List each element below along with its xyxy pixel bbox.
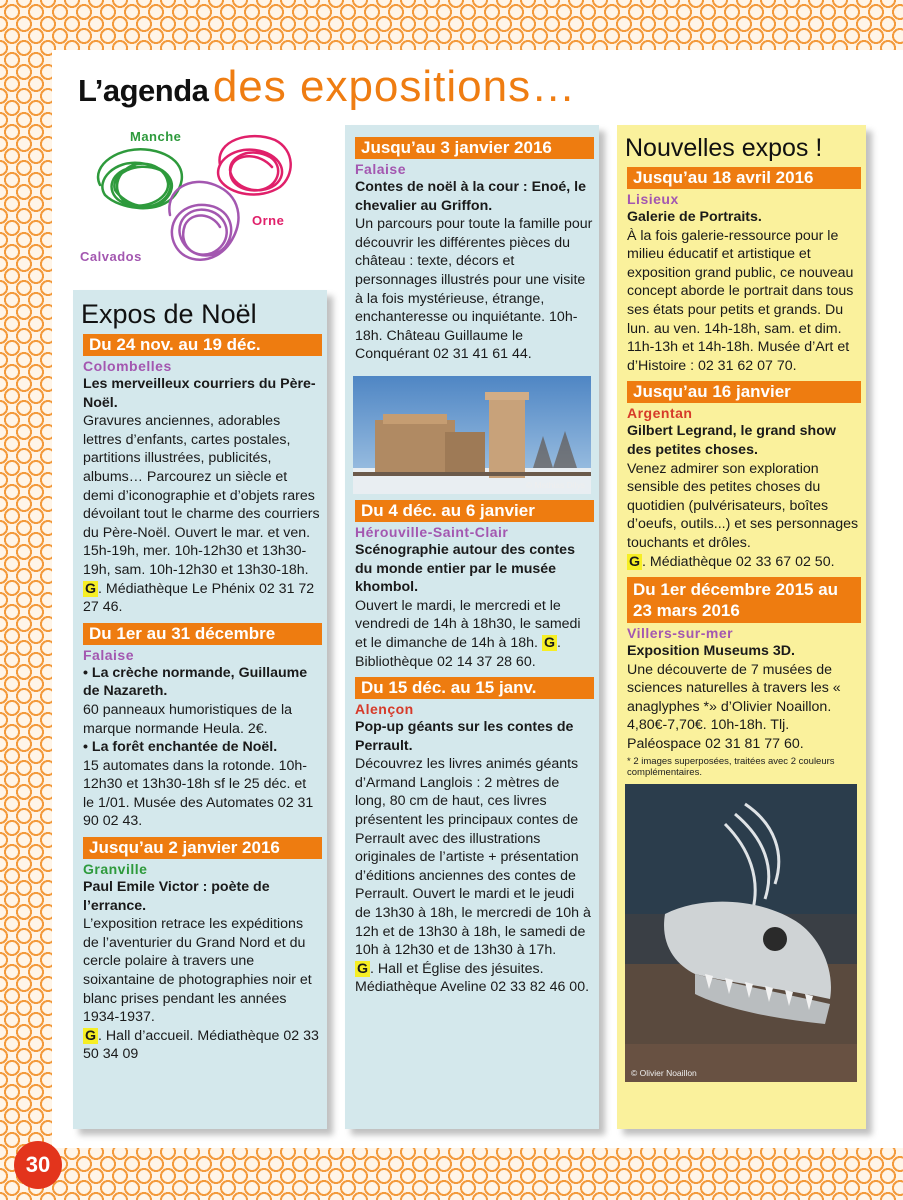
event-title: Paul Emile Victor : poète de l’errance.: [83, 879, 270, 914]
event-text: Un parcours pour toute la famille pour découvrir les différentes pièces du château : texte, décors et personnages illustrés pour une visite à la fois mystérieuse, étrange, enchanteresse ou inquiétante. 10h-18h. Château Guillaume le Conquérant 02 31 41 61 44.: [355, 216, 593, 363]
city-name: Falaise: [83, 646, 134, 663]
event-body: [73, 664, 327, 837]
event-body: [345, 178, 599, 370]
dinosaur-image: [625, 784, 857, 1082]
orne-label: Orne: [252, 213, 285, 228]
event-text: À la fois galerie-ressource pour le milieu éducatif et artistique et exposition grand public, ce nouveau concept aborde le portrait dans tous ses états pour petits et grands. Du lun. au ven. 14h-18h, sam. et dim. 11h-13h et 14h-18h. Musée d’Art et d’Histoire : 02 31 62 07 70.: [627, 227, 854, 374]
event-body: [617, 642, 866, 756]
event-body: [73, 375, 327, 623]
free-badge: G: [543, 634, 555, 651]
column-heading: Expos de Noël: [81, 299, 257, 329]
event: [345, 500, 599, 677]
event-venue: . Médiathèque 02 33 67 02 50.: [642, 553, 835, 570]
orne-scribble: [218, 136, 291, 194]
event-title: Scénographie autour des contes du monde entier par le musée khombol.: [355, 541, 575, 596]
event-venue: . Bibliothèque 02 14 37 28 60.: [355, 634, 561, 670]
free-badge: G: [85, 580, 97, 597]
event: [617, 167, 866, 381]
event: [345, 677, 599, 1003]
event-venue: . Hall d’accueil. Médiathèque 02 33 50 34 09: [83, 1027, 319, 1063]
city-name: Argentan: [627, 405, 693, 422]
event: [73, 837, 327, 1070]
event-body: [345, 541, 599, 677]
date-bar: Du 1er décembre 2015 au 23 mars 2016: [627, 577, 861, 623]
column-heading: Nouvelles expos !: [625, 134, 823, 162]
event-title: Gilbert Legrand, le grand show des petites choses.: [627, 423, 836, 458]
page-number: 30: [14, 1141, 62, 1189]
event-text: Gravures anciennes, adorables lettres d’enfants, cartes postales, partitions illustrées, publicités, albums… Parcourez un siècle et demi d’iconographie et d’objets rares dévoilant tout le charme des courriers du Père-Noël. Ouvert le mar. et ven. 15h-19h, mer. 10h-12h30 et 13h30-19h, sam. 10h-12h30 et 13h30-18h.: [83, 413, 320, 578]
column-new: [617, 125, 866, 1129]
event-text: Découvrez les livres animés géants d’Armand Langlois : 2 mètres de long, 80 cm de haut, ces livres présentent les principaux contes de Perrault avec des illustrations originales de l’artiste + présentation d’éditions anciennes des contes de Perrault. Ouvert le mardi et le jeudi de 13h30 à 18h, le mercredi de 10h à 12h et de 13h30 à 18h, le samedi de 10h à 12h30 et de 13h30 à 17h.: [355, 756, 591, 959]
city-name: Hérouville-Saint-Clair: [355, 523, 509, 540]
event: [73, 334, 327, 623]
manche-label: Manche: [130, 129, 182, 144]
title-part1: L’agenda: [78, 73, 209, 108]
photo-credit: © Mathias Dilys: [525, 479, 585, 490]
event-title: Pop-up géants sur les contes de Perrault.: [355, 719, 574, 754]
event-title: Contes de noël à la cour : Enoé, le chevalier au Griffon.: [355, 179, 586, 214]
city-name: Lisieux: [627, 191, 679, 207]
manche-scribble: [98, 149, 182, 208]
photo-credit: © Olivier Noaillon: [631, 1067, 697, 1078]
event-text: Ouvert le mardi, le mercredi et le vendredi de 14h à 18h30, le samedi et le dimanche de 14h à 18h.: [355, 597, 581, 651]
event-text: 15 automates dans la rotonde. 10h-12h30 et 13h30-18h sf le 25 déc. et le 1/01. Musée des Automates 02 31 90 02 43.: [83, 757, 314, 830]
event: [73, 623, 327, 837]
date-bar: Jusqu’au 3 janvier 2016: [355, 137, 594, 159]
calvados-label: Calvados: [80, 249, 142, 264]
date-bar: Jusqu’au 2 janvier 2016: [83, 837, 322, 859]
date-bar: Du 1er au 31 décembre: [83, 623, 322, 645]
event: [617, 381, 866, 577]
event-title: Exposition Museums 3D.: [627, 643, 795, 660]
event: [617, 577, 866, 1082]
free-badge: G: [629, 553, 641, 570]
event-title: • La forêt enchantée de Noël.: [83, 739, 278, 756]
event-body: [345, 718, 599, 1003]
city-name: Villers-sur-mer: [627, 625, 734, 642]
date-bar: Du 4 déc. au 6 janvier: [355, 500, 594, 522]
dinosaur-photo: [625, 784, 860, 1082]
event-text: Venez admirer son exploration sensible des petites choses du quotidien (pulvérisateurs, boîtes d’oeufs, outils...) et ses personnages touchants et drôles.: [627, 460, 859, 551]
event-body: [617, 422, 866, 577]
event-text: 60 panneaux humoristiques de la marque normande Heula. 2€.: [83, 701, 293, 737]
title-part2: des expositions…: [212, 62, 577, 111]
event-title: • La crèche normande, Guillaume de Nazareth.: [83, 664, 308, 700]
region-logo: [80, 125, 310, 275]
city-name: Granville: [83, 861, 148, 878]
castle-photo: [353, 376, 593, 494]
date-bar: Du 15 déc. au 15 janv.: [355, 677, 594, 699]
date-bar: Jusqu’au 18 avril 2016: [627, 167, 861, 189]
event-title: Les merveilleux courriers du Père-Noël.: [83, 376, 316, 411]
page-title: [78, 62, 576, 112]
city-name: Alençon: [355, 701, 414, 718]
footnote: * 2 images superposées, traitées avec 2 couleurs complémentaires.: [627, 755, 835, 778]
city-name: Falaise: [355, 161, 406, 177]
castle-image: [353, 376, 591, 494]
free-badge: G: [85, 1027, 97, 1044]
column-middle: [345, 125, 599, 1129]
event-body: [73, 878, 327, 1070]
calvados-scribble: [169, 182, 238, 260]
date-bar: Jusqu’au 16 janvier: [627, 381, 861, 403]
event-text: Une découverte de 7 musées de sciences naturelles à travers les « anaglyphes *» d’Olivier Noaillon. 4,80€-7,70€. 10h-18h. Tlj. Paléospace 02 31 81 77 60.: [627, 661, 841, 753]
event-body: [617, 208, 866, 381]
column-christmas: [73, 290, 327, 1129]
date-bar: Du 24 nov. au 19 déc.: [83, 334, 322, 356]
free-badge: G: [357, 960, 369, 977]
event: [345, 137, 599, 494]
event-title: Galerie de Portraits.: [627, 209, 762, 225]
event-text: L’exposition retrace les expéditions de l’aventurier du Grand Nord et du cercle polaire à travers une soixantaine de photographies noir et blanc prises pendant les années 1934-1937.: [83, 916, 312, 1026]
event-venue: . Médiathèque Le Phénix 02 31 72 27 46.: [83, 580, 315, 616]
city-name: Colombelles: [83, 358, 172, 374]
event-venue: . Hall et Église des jésuites. Médiathèque Aveline 02 33 82 46 00.: [355, 960, 590, 996]
